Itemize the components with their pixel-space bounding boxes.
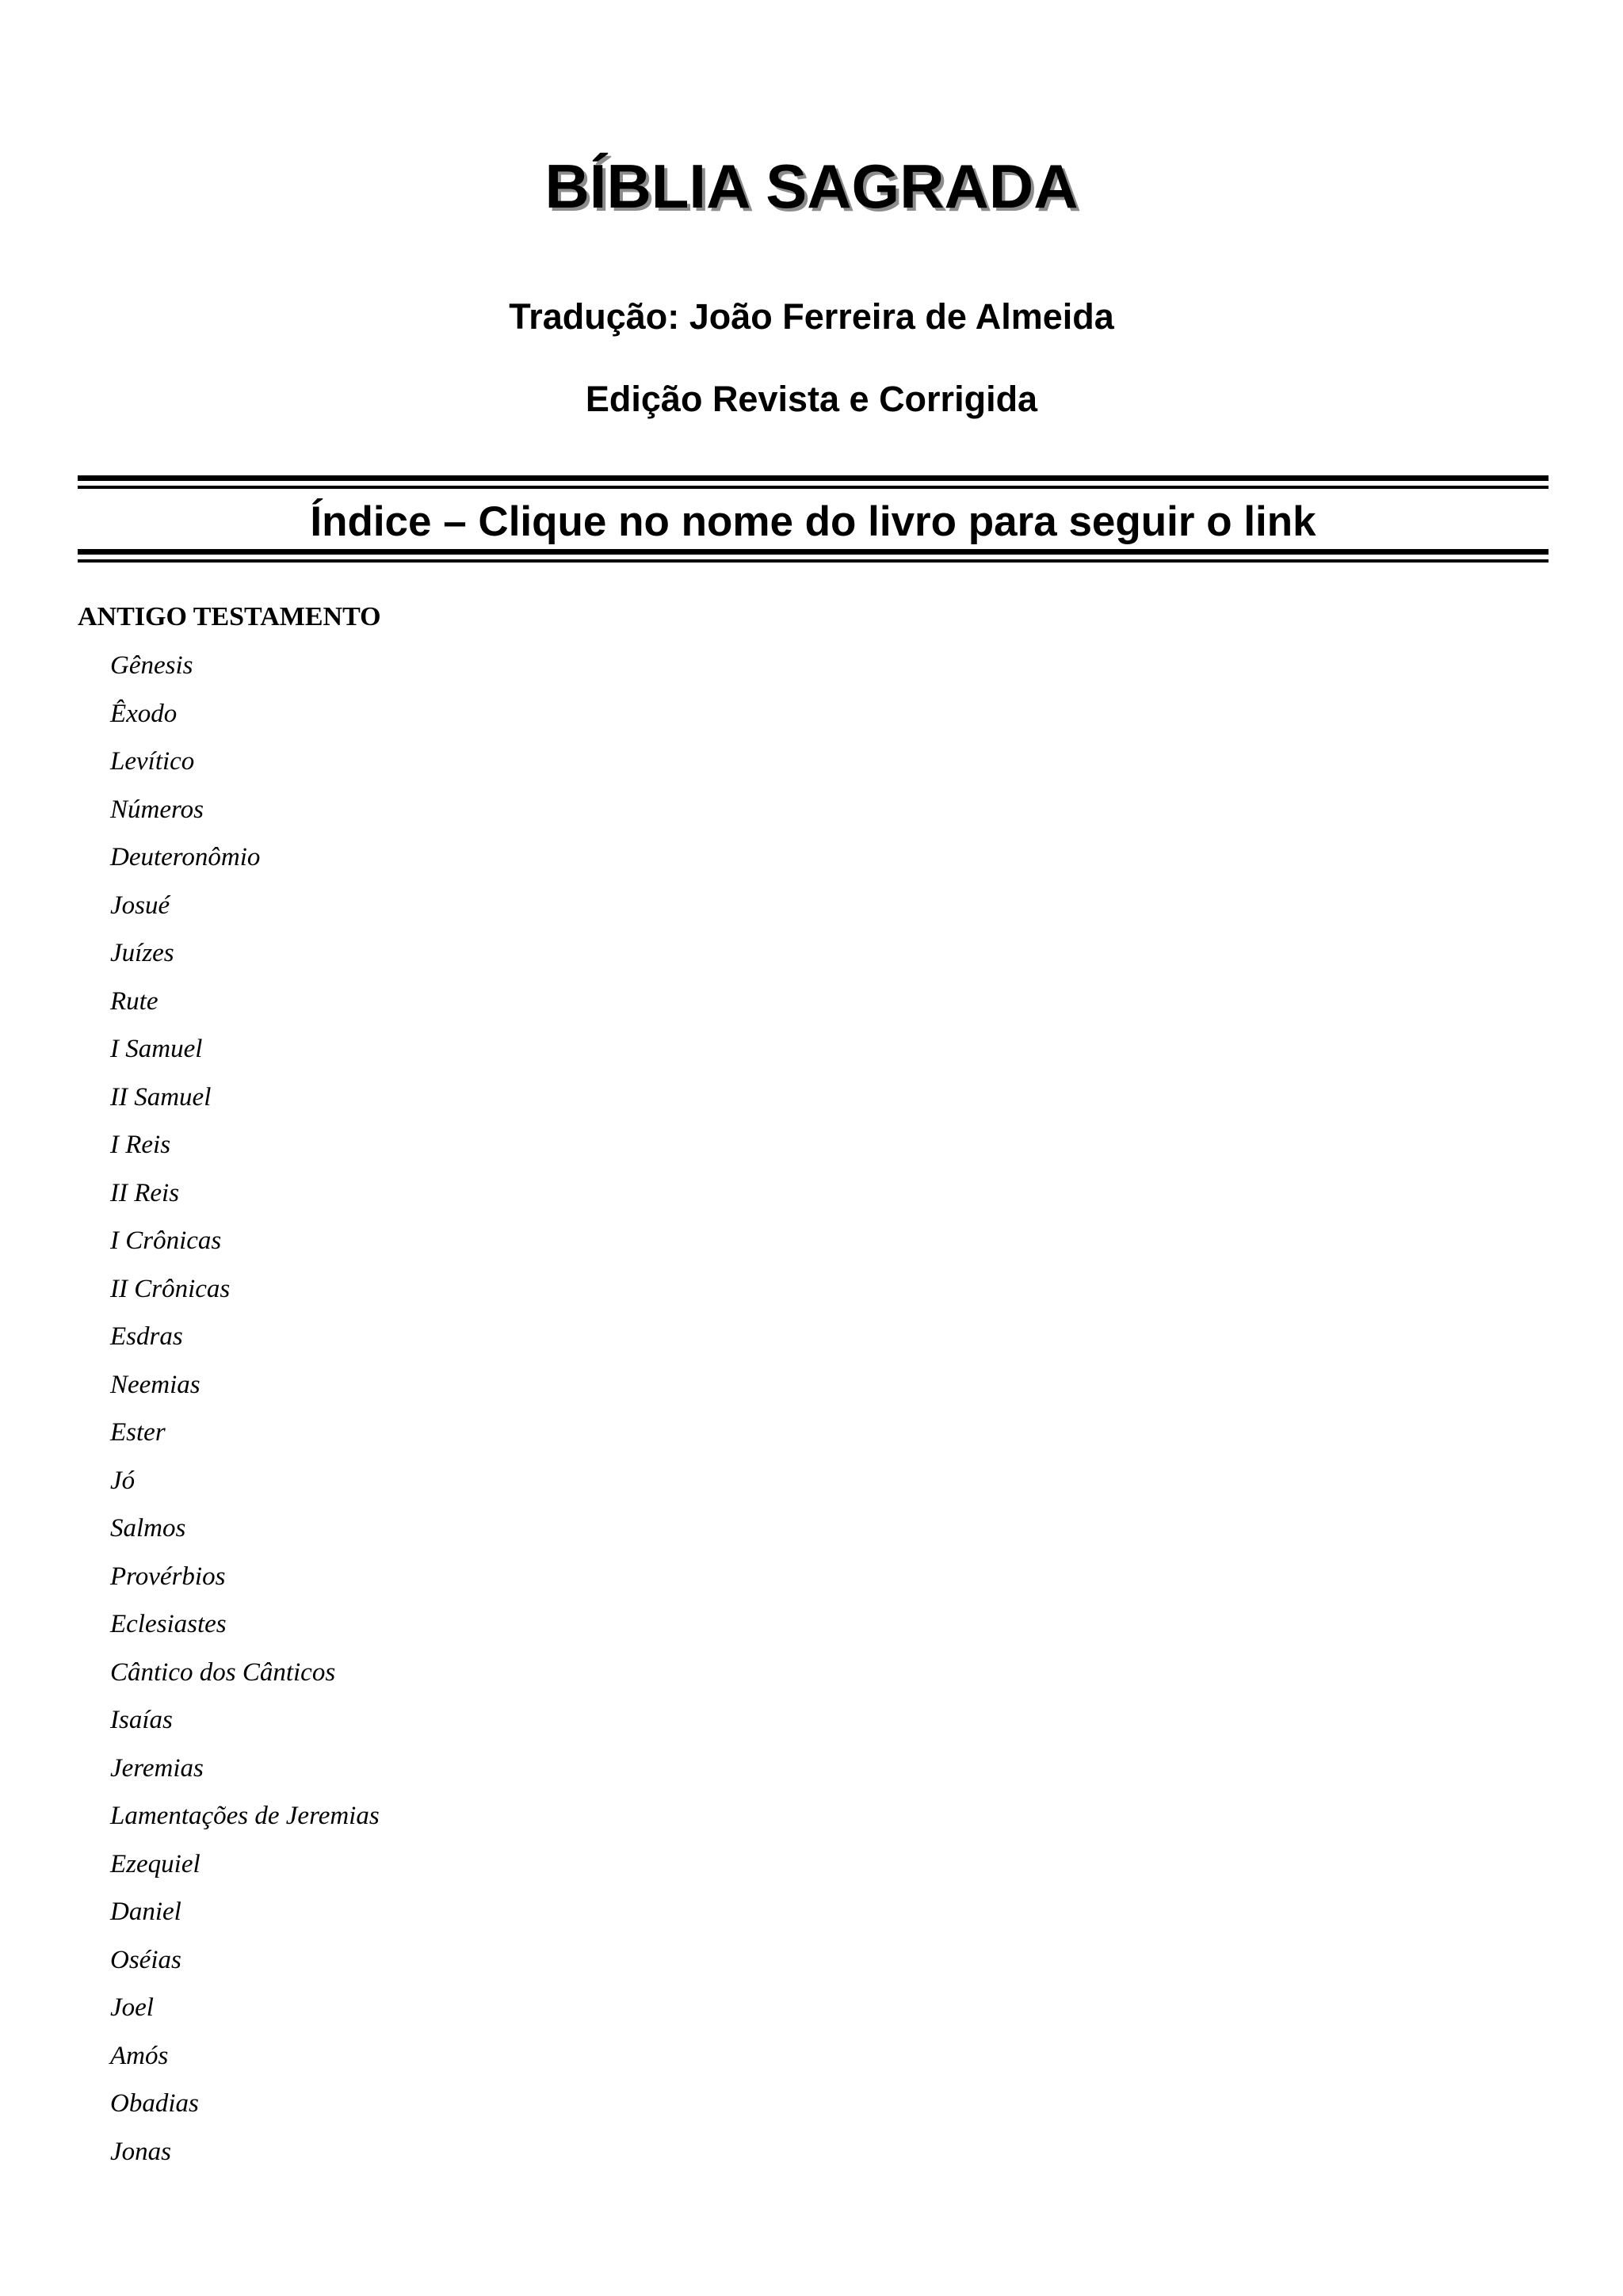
book-link-levitico[interactable]: Levítico [110, 747, 195, 776]
book-link-i-reis[interactable]: I Reis [110, 1131, 171, 1159]
book-link-ii-cronicas[interactable]: II Crônicas [110, 1274, 231, 1303]
book-link-josue[interactable]: Josué [110, 891, 170, 920]
book-link-eclesiastes[interactable]: Eclesiastes [110, 1610, 227, 1638]
book-link-cantico-dos-canticos[interactable]: Cântico dos Cânticos [110, 1657, 336, 1687]
book-link-neemias[interactable]: Neemias [110, 1370, 200, 1399]
book-link-daniel[interactable]: Daniel [110, 1897, 181, 1926]
document-title: BÍBLIA SAGRADA [544, 151, 1079, 221]
book-link-salmos[interactable]: Salmos [110, 1514, 186, 1543]
book-link-obadias[interactable]: Obadias [110, 2089, 199, 2118]
book-link-ester[interactable]: Ester [110, 1418, 166, 1447]
book-link-ii-reis[interactable]: II Reis [110, 1178, 180, 1207]
book-link-i-cronicas[interactable]: I Crônicas [110, 1226, 222, 1255]
book-link-numeros[interactable]: Números [110, 795, 204, 824]
book-link-jo[interactable]: Jó [110, 1466, 136, 1495]
book-link-genesis[interactable]: Gênesis [110, 651, 193, 680]
divider-thick [78, 549, 1549, 555]
divider-thin [78, 486, 1549, 489]
book-link-deuteronomio[interactable]: Deuteronômio [110, 843, 261, 871]
book-link-jeremias[interactable]: Jeremias [110, 1753, 204, 1783]
index-top-rule [78, 475, 1549, 489]
book-link-oseias[interactable]: Oséias [110, 1945, 181, 1974]
book-link-amos[interactable]: Amós [110, 2041, 169, 2070]
book-link-ezequiel[interactable]: Ezequiel [110, 1849, 200, 1878]
edition-subtitle: Edição Revista e Corrigida [585, 379, 1038, 419]
book-link-list [110, 647, 380, 2181]
translation-subtitle: Tradução: João Ferreira de Almeida [509, 296, 1114, 337]
book-link-joel[interactable]: Joel [110, 1993, 154, 2022]
book-link-isaias[interactable]: Isaías [110, 1706, 173, 1734]
index-heading: Índice – Clique no nome do livro para seguir o link [310, 498, 1316, 545]
index-bottom-rule [78, 549, 1549, 563]
book-link-juizes[interactable]: Juízes [110, 939, 174, 967]
divider-thin [78, 559, 1549, 563]
book-link-ii-samuel[interactable]: II Samuel [110, 1082, 212, 1112]
old-testament-heading: ANTIGO TESTAMENTO [78, 602, 381, 631]
book-link-proverbios[interactable]: Provérbios [110, 1562, 226, 1591]
book-link-esdras[interactable]: Esdras [110, 1322, 183, 1351]
divider-thick [78, 475, 1549, 481]
book-link-jonas[interactable]: Jonas [110, 2137, 171, 2166]
book-link-lamentacoes[interactable]: Lamentações de Jeremias [110, 1802, 380, 1830]
book-link-i-samuel[interactable]: I Samuel [110, 1035, 203, 1063]
book-link-rute[interactable]: Rute [110, 986, 158, 1016]
book-link-exodo[interactable]: Êxodo [110, 699, 178, 728]
